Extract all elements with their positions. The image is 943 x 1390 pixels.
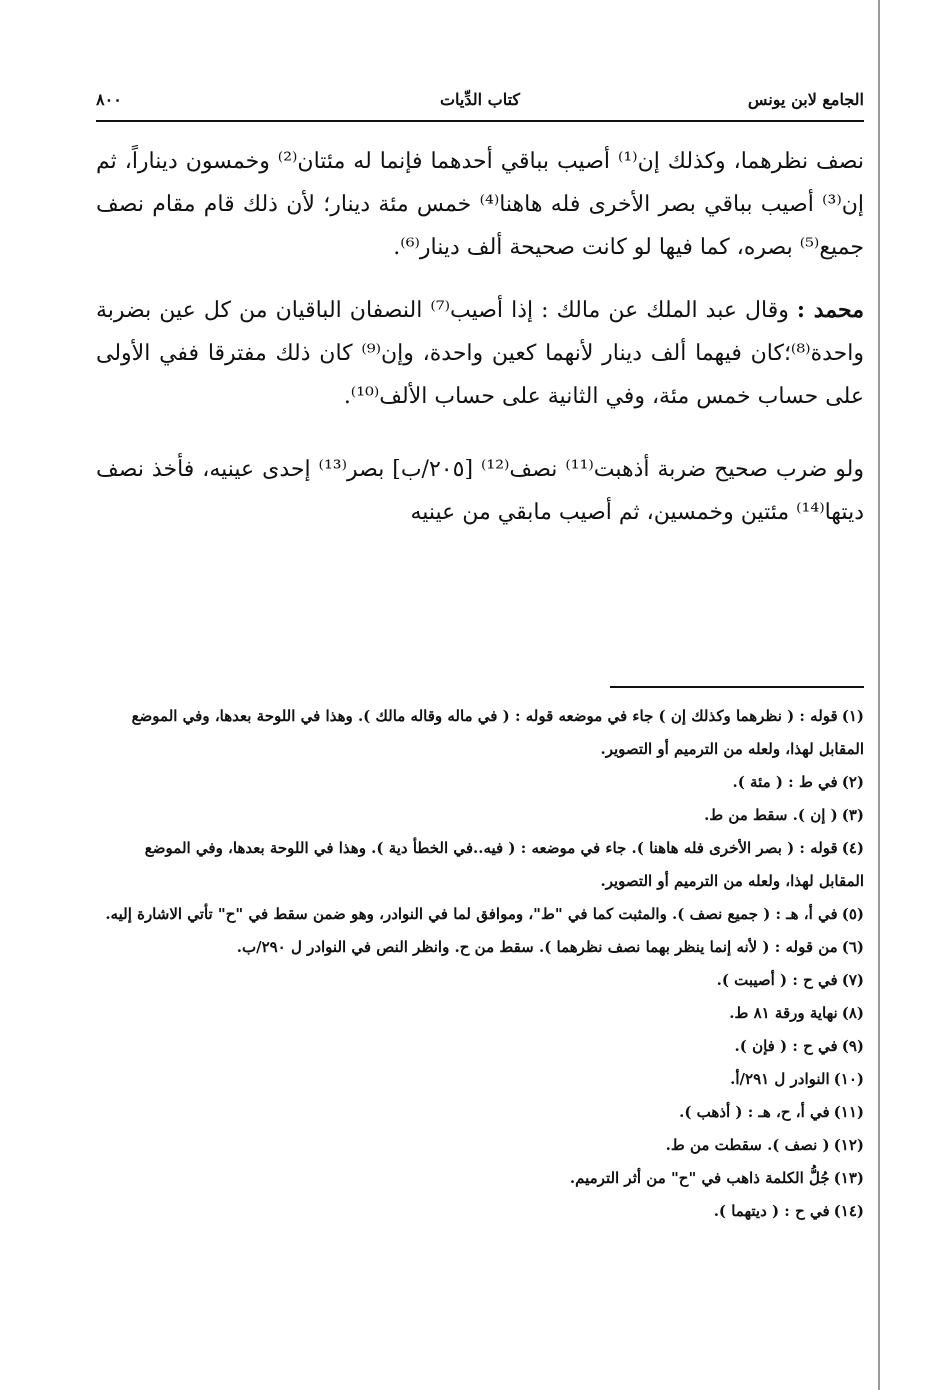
footnote-number: (١٢) [833, 1136, 864, 1154]
footnote-text: ( نصف ). سقطت من ط. [665, 1136, 830, 1154]
page-number: ٨٠٠ [96, 90, 122, 109]
footnote-text: في ط : ( مئة ). [732, 773, 838, 791]
footnote-text: ( إن ). سقط من ط. [704, 806, 838, 824]
footnote-number: (٥) [841, 905, 864, 923]
footnote-text: من قوله : ( لأنه إنما ينظر بهما نصف نظرهما ). سقط من ح. وانظر النص في النوادر ل ٢٩٠/ب. [236, 938, 838, 956]
footnote [96, 799, 864, 832]
footnote [96, 1096, 864, 1129]
footnote-number: (١١) [833, 1103, 864, 1121]
footnote [96, 700, 864, 766]
book-title: الجامع لابن يونس [747, 90, 864, 109]
footnote-number: (١٣) [833, 1169, 864, 1187]
paragraph-1: نصف نظرهما، وكذلك إن⁽¹⁾ أصيب بباقي أحدهما فإنما له مئتان⁽²⁾ وخمسون ديناراً، ثم إن⁽³⁾ أصيب بباقي بصر الأخرى فله هاهنا⁽⁴⁾ خمس مئة دينار؛ لأن ذلك قام مقام نصف جميع⁽⁵⁾ بصره، كما فيها لو كانت صحيحة ألف دينار⁽⁶⁾. [96, 149, 865, 260]
footnote-number: (١٤) [833, 1202, 864, 1220]
footnote-number: (٧) [841, 971, 864, 989]
footnote-text: نهاية ورقة ٨١ ط. [729, 1004, 838, 1022]
footnote-text: في ح : ( أصيبت ). [716, 971, 838, 989]
footnote-number: (٣) [841, 806, 864, 824]
footnote-number: (٦) [841, 938, 864, 956]
footnote [96, 898, 864, 931]
footnote-text: قوله : ( بصر الأخرى فله هاهنا ). جاء في موضعه : ( فيه..في الخطأ دية ). وهذا في اللوحة بعدها، وفي الموضع المقابل لهذا، ولعله من الترميم أو التصوير. [144, 839, 864, 890]
header-rule [96, 120, 864, 122]
footnote-number: (٨) [841, 1004, 864, 1022]
footnote [96, 766, 864, 799]
footnote [96, 1195, 864, 1228]
footnote [96, 832, 864, 898]
footnote [96, 931, 864, 964]
footnote-text: في ح : ( فإن ). [734, 1037, 838, 1055]
footnote-number: (٩) [841, 1037, 864, 1055]
page-edge-line [878, 0, 880, 1390]
main-text [96, 140, 864, 534]
footnote [96, 997, 864, 1030]
chapter-title: كتاب الدِّيات [439, 90, 521, 109]
footnote-text: النوادر ل ٢٩١/أ. [730, 1070, 830, 1088]
footnote-text: في أ، ح، هـ : ( أذهب ). [679, 1103, 830, 1121]
running-header [96, 90, 864, 120]
footnote-separator [610, 686, 864, 688]
footnote-number: (٢) [841, 773, 864, 791]
footnotes [96, 700, 864, 1228]
footnote-number: (٤) [841, 839, 864, 857]
footnote-text: في ح : ( ديتهما ). [713, 1202, 830, 1220]
footnote-number: (١٠) [833, 1070, 864, 1088]
footnote-text: في أ، هـ : ( جميع نصف ). والمثبت كما في "ط"، وموافق لما في النوادر، وهو ضمن سقط في "ح" تأتي الاشارة إليه. [105, 905, 838, 923]
footnote [96, 1063, 864, 1096]
footnote [96, 1030, 864, 1063]
footnote [96, 1129, 864, 1162]
footnote-text: جُلُّ الكلمة ذاهب في "ح" من أثر الترميم. [569, 1169, 830, 1187]
footnote-number: (١) [841, 707, 864, 725]
paragraph-2-text: وقال عبد الملك عن مالك : إذا أصيب⁽⁷⁾ النصفان الباقيان من كل عين بضربة واحدة⁽⁸⁾؛كان فيهما ألف دينار لأنهما كعين واحدة، وإن⁽⁹⁾ كان ذلك مفترقا ففي الأولى على حساب خمس مئة، وفي الثانية على حساب الألف⁽¹⁰⁾. [96, 298, 864, 409]
paragraph-3: ولو ضرب صحيح ضربة أذهبت⁽¹¹⁾ نصف⁽¹²⁾ [٢٠٥/ب] بصر⁽¹³⁾ إحدى عينيه، فأخذ نصف ديتها⁽¹⁴⁾ مئتين وخمسين، ثم أصيب مابقي من عينيه [96, 457, 865, 525]
footnote-text: قوله : ( نظرهما وكذلك إن ) جاء في موضعه قوله : ( في ماله وقاله مالك ). وهذا في اللوحة بعدها، وفي الموضع المقابل لهذا، ولعله من الترميم أو التصوير. [131, 707, 864, 758]
paragraph-2 [96, 289, 864, 418]
speaker-label: محمد : [796, 297, 864, 323]
footnote [96, 1162, 864, 1195]
footnote [96, 964, 864, 997]
